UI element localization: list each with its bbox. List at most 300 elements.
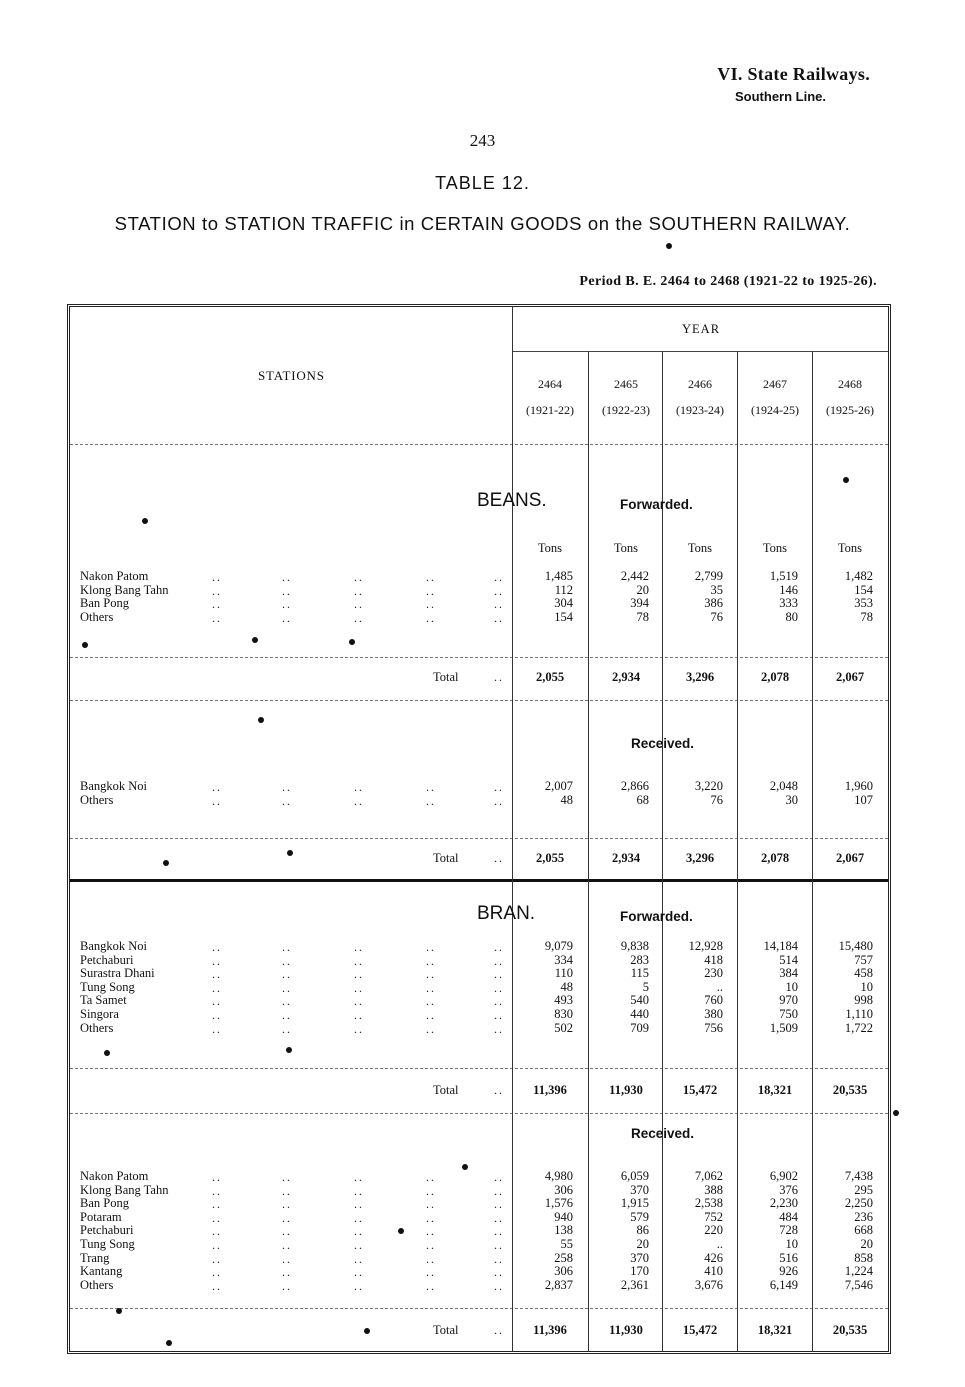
rule	[70, 1113, 888, 1114]
leader-dots: ..	[282, 610, 292, 625]
cell-value: 668	[854, 1223, 873, 1238]
total-value: 3,296	[685, 670, 715, 684]
cell-value: 376	[779, 1182, 798, 1197]
total-value: 11,930	[609, 1323, 643, 1337]
leader-dots: ..	[494, 583, 504, 598]
cell-value: 295	[854, 1182, 873, 1197]
cell-value: 48	[560, 979, 573, 994]
cell-value: 2,799	[694, 569, 723, 583]
cell-value: 5	[642, 979, 649, 994]
print-speck	[258, 717, 264, 723]
total-value: 18,321	[757, 1083, 793, 1097]
cell-value: 752	[704, 1209, 723, 1224]
total-value: 2,067	[835, 670, 865, 684]
total-value: 11,930	[609, 1083, 643, 1097]
year-label: YEAR	[682, 322, 721, 336]
leader-dots: ..	[282, 597, 292, 612]
section-title: BEANS.	[477, 490, 547, 511]
cell-value: 1,224	[844, 1264, 873, 1279]
cell-value: 1,915	[620, 1196, 649, 1211]
leader-dots: ..	[426, 780, 436, 794]
leader-dots: ..	[494, 1183, 504, 1198]
leader-dots: ..	[426, 967, 436, 982]
total-value: 3,296	[685, 851, 715, 865]
leader-dots: ..	[494, 1210, 504, 1225]
leader-dots: ..	[426, 1224, 436, 1239]
leader-dots: ..	[282, 967, 292, 982]
station-name: Nakon Patom	[80, 1169, 149, 1183]
leader-dots: ..	[354, 597, 364, 612]
cell-value: 7,438	[844, 1169, 873, 1183]
cell-value: 757	[854, 952, 873, 967]
total-value: 2,067	[835, 851, 865, 865]
cell-value: 426	[704, 1250, 723, 1265]
total-value: 15,472	[682, 1083, 718, 1097]
cell-value: 333	[779, 596, 798, 611]
leader-dots: ..	[494, 1238, 504, 1252]
rule	[70, 700, 888, 701]
year-be: 2464	[538, 377, 562, 391]
station-name: Others	[80, 609, 114, 624]
leader-dots: ..	[494, 1278, 504, 1293]
leader-dots: ..	[354, 793, 364, 808]
leader-dots: ..	[212, 1021, 222, 1036]
leader-dots: ..	[494, 1197, 504, 1212]
unit-label: Tons	[613, 541, 639, 555]
leader-dots: ..	[494, 1323, 504, 1337]
year-ad: (1922-23)	[602, 403, 650, 417]
cell-value: 154	[854, 582, 873, 597]
cell-value: 380	[704, 1007, 723, 1021]
leader-dots: ..	[494, 953, 504, 968]
cell-value: 76	[710, 792, 723, 807]
cell-value: 86	[636, 1223, 649, 1238]
block-heading: Forwarded.	[620, 909, 693, 924]
cell-value: 1,509	[769, 1020, 798, 1035]
cell-value: 514	[779, 952, 798, 967]
leader-dots: ..	[354, 1210, 364, 1225]
leader-dots: ..	[282, 1170, 292, 1184]
total-value: 15,472	[682, 1323, 718, 1337]
leader-dots: ..	[282, 583, 292, 598]
cell-value: 1,482	[844, 569, 873, 583]
total-value: 20,535	[832, 1083, 868, 1097]
leader-dots: ..	[426, 597, 436, 612]
rule	[70, 838, 888, 839]
cell-value: 10	[785, 1237, 798, 1251]
leader-dots: ..	[212, 610, 222, 625]
station-name: Klong Bang Tahn	[80, 1182, 169, 1197]
station-name: Surastra Dhani	[80, 966, 155, 981]
leader-dots: ..	[212, 1278, 222, 1293]
cell-value: 154	[554, 609, 573, 624]
leader-dots: ..	[494, 1170, 504, 1184]
leader-dots: ..	[354, 1021, 364, 1036]
block-heading: Received.	[631, 736, 695, 751]
cell-value: 20	[636, 582, 649, 597]
year-be: 2468	[838, 377, 862, 391]
station-name: Others	[80, 792, 114, 807]
cell-value: 502	[554, 1020, 573, 1035]
cell-value: 493	[554, 993, 573, 1008]
cell-value: 410	[704, 1264, 723, 1279]
leader-dots: ..	[282, 1238, 292, 1252]
leader-dots: ..	[494, 610, 504, 625]
cell-value: 78	[860, 609, 873, 624]
cell-value: 170	[630, 1264, 649, 1279]
total-value: 11,396	[533, 1083, 567, 1097]
leader-dots: ..	[354, 1197, 364, 1212]
station-name: Singora	[80, 1007, 119, 1021]
leader-dots: ..	[282, 1210, 292, 1225]
leader-dots: ..	[354, 967, 364, 982]
year-be: 2467	[763, 377, 787, 391]
print-speck	[116, 1308, 122, 1314]
cell-value: 48	[560, 792, 573, 807]
leader-dots: ..	[212, 1183, 222, 1198]
leader-dots: ..	[282, 1021, 292, 1036]
cell-value: 12,928	[688, 939, 723, 953]
cell-value: 9,079	[544, 939, 573, 953]
leader-dots: ..	[212, 1210, 222, 1225]
cell-value: 1,519	[769, 569, 798, 583]
cell-value: 388	[704, 1182, 723, 1197]
cell-value: 2,007	[544, 779, 573, 793]
cell-value: 2,361	[620, 1277, 649, 1292]
stations-label: STATIONS	[258, 368, 325, 383]
leader-dots: ..	[354, 1238, 364, 1252]
rule	[70, 1308, 888, 1309]
cell-value: 230	[704, 966, 723, 981]
print-speck	[843, 477, 849, 483]
cell-value: 1,485	[544, 569, 573, 583]
cell-value: 1,110	[845, 1007, 873, 1021]
unit-label: Tons	[537, 541, 563, 555]
cell-value: 2,048	[769, 779, 798, 793]
leader-dots: ..	[282, 793, 292, 808]
leader-dots: ..	[426, 793, 436, 808]
print-speck	[142, 518, 148, 524]
leader-dots: ..	[494, 1008, 504, 1022]
leader-dots: ..	[212, 1251, 222, 1266]
cell-value: 540	[630, 993, 649, 1008]
leader-dots: ..	[212, 967, 222, 982]
cell-value: 3,676	[694, 1277, 723, 1292]
table-label: TABLE 12.	[435, 173, 530, 193]
print-speck	[349, 639, 355, 645]
leader-dots: ..	[426, 1183, 436, 1198]
cell-value: 68	[636, 792, 649, 807]
leader-dots: ..	[282, 1008, 292, 1022]
cell-value: 1,722	[844, 1020, 873, 1035]
cell-value: 6,149	[769, 1277, 798, 1292]
cell-value: 107	[854, 792, 873, 807]
leader-dots: ..	[282, 994, 292, 1009]
section-title: BRAN.	[477, 903, 536, 924]
leader-dots: ..	[426, 1278, 436, 1293]
leader-dots: ..	[212, 980, 222, 995]
rule	[70, 444, 888, 445]
leader-dots: ..	[282, 780, 292, 794]
total-value: 2,078	[760, 851, 790, 865]
leader-dots: ..	[426, 1251, 436, 1266]
cell-value: 78	[636, 609, 649, 624]
leader-dots: ..	[212, 994, 222, 1009]
leader-dots: ..	[212, 583, 222, 598]
leader-dots: ..	[212, 1238, 222, 1252]
cell-value: 418	[704, 952, 723, 967]
cell-value: 728	[779, 1223, 798, 1238]
leader-dots: ..	[494, 793, 504, 808]
station-name: Others	[80, 1020, 114, 1035]
leader-dots: ..	[212, 597, 222, 612]
cell-value: 440	[630, 1007, 649, 1021]
rule	[70, 1068, 888, 1069]
running-header	[717, 64, 870, 104]
print-speck	[252, 637, 258, 643]
cell-value: 3,220	[694, 779, 723, 793]
total-label: Total	[433, 1083, 459, 1097]
leader-dots: ..	[426, 980, 436, 995]
leader-dots: ..	[494, 967, 504, 982]
cell-value: 76	[710, 609, 723, 624]
leader-dots: ..	[212, 570, 222, 584]
leader-dots: ..	[494, 851, 504, 865]
cell-value: ..	[716, 1237, 723, 1251]
leader-dots: ..	[354, 1278, 364, 1293]
leader-dots: ..	[426, 1021, 436, 1036]
station-name: Others	[80, 1277, 114, 1292]
year-ad: (1924-25)	[751, 403, 799, 417]
leader-dots: ..	[212, 1170, 222, 1184]
station-name: Trang	[80, 1250, 110, 1265]
leader-dots: ..	[494, 1083, 504, 1097]
leader-dots: ..	[212, 780, 222, 794]
header-section: VI. State Railways.	[717, 64, 870, 84]
leader-dots: ..	[354, 1008, 364, 1022]
leader-dots: ..	[354, 610, 364, 625]
leader-dots: ..	[212, 940, 222, 954]
cell-value: 283	[630, 952, 649, 967]
leader-dots: ..	[282, 1265, 292, 1280]
cell-value: 14,184	[763, 939, 798, 953]
station-name: Nakon Patom	[80, 569, 149, 583]
leader-dots: ..	[494, 670, 504, 684]
leader-dots: ..	[426, 953, 436, 968]
year-be: 2465	[614, 377, 638, 391]
leader-dots: ..	[212, 953, 222, 968]
cell-value: 458	[854, 966, 873, 981]
leader-dots: ..	[494, 940, 504, 954]
cell-value: 830	[554, 1007, 573, 1021]
total-label: Total	[433, 851, 459, 865]
leader-dots: ..	[212, 1224, 222, 1239]
total-value: 2,934	[611, 851, 641, 865]
cell-value: 10	[785, 979, 798, 994]
total-value: 2,055	[535, 670, 565, 684]
page-number: 243	[469, 131, 496, 150]
station-name: Bangkok Noi	[80, 779, 148, 793]
cell-value: 2,837	[544, 1277, 573, 1292]
year-ad: (1921-22)	[526, 403, 574, 417]
cell-value: 236	[854, 1209, 873, 1224]
leader-dots: ..	[354, 583, 364, 598]
leader-dots: ..	[426, 1265, 436, 1280]
rule	[512, 351, 888, 352]
leader-dots: ..	[212, 793, 222, 808]
leader-dots: ..	[426, 1170, 436, 1184]
print-speck	[163, 860, 169, 866]
cell-value: 370	[630, 1182, 649, 1197]
cell-value: 353	[854, 596, 873, 611]
cell-value: 4,980	[544, 1169, 573, 1183]
leader-dots: ..	[354, 570, 364, 584]
cell-value: 760	[704, 993, 723, 1008]
print-speck	[398, 1228, 404, 1234]
cell-value: 7,062	[694, 1169, 723, 1183]
unit-label: Tons	[687, 541, 713, 555]
cell-value: 306	[554, 1264, 573, 1279]
station-name: Ta Samet	[80, 993, 127, 1008]
cell-value: ..	[716, 979, 723, 994]
leader-dots: ..	[354, 1170, 364, 1184]
year-ad: (1925-26)	[826, 403, 874, 417]
cell-value: 1,960	[844, 779, 873, 793]
leader-dots: ..	[426, 994, 436, 1009]
unit-label: Tons	[837, 541, 863, 555]
cell-value: 2,250	[844, 1196, 873, 1211]
total-value: 11,396	[533, 1323, 567, 1337]
leader-dots: ..	[426, 940, 436, 954]
cell-value: 306	[554, 1182, 573, 1197]
total-label: Total	[433, 670, 459, 684]
leader-dots: ..	[282, 1224, 292, 1239]
cell-value: 112	[554, 582, 573, 597]
leader-dots: ..	[354, 980, 364, 995]
leader-dots: ..	[426, 1197, 436, 1212]
leader-dots: ..	[354, 994, 364, 1009]
station-name: Petchaburi	[80, 1223, 134, 1238]
leader-dots: ..	[494, 1251, 504, 1266]
print-speck	[82, 642, 88, 648]
cell-value: 6,902	[769, 1169, 798, 1183]
print-speck	[666, 243, 672, 249]
leader-dots: ..	[282, 940, 292, 954]
print-speck	[104, 1050, 110, 1056]
station-name: Tung Song	[80, 979, 135, 994]
print-speck	[462, 1164, 468, 1170]
cell-value: 115	[630, 966, 649, 981]
cell-value: 258	[554, 1250, 573, 1265]
total-value: 2,934	[611, 670, 641, 684]
cell-value: 926	[779, 1264, 798, 1279]
cell-value: 6,059	[620, 1169, 649, 1183]
print-speck	[364, 1328, 370, 1334]
cell-value: 80	[785, 609, 798, 624]
leader-dots: ..	[354, 1224, 364, 1239]
cell-value: 370	[630, 1250, 649, 1265]
print-speck	[287, 850, 293, 856]
leader-dots: ..	[426, 583, 436, 598]
cell-value: 384	[779, 966, 798, 981]
cell-value: 15,480	[838, 939, 873, 953]
cell-value: 2,442	[620, 569, 649, 583]
period-caption: Period B. E. 2464 to 2468 (1921-22 to 1925-26).	[579, 274, 877, 289]
leader-dots: ..	[282, 570, 292, 584]
cell-value: 970	[779, 993, 798, 1008]
leader-dots: ..	[426, 610, 436, 625]
station-name: Bangkok Noi	[80, 939, 148, 953]
cell-value: 20	[860, 1237, 873, 1251]
leader-dots: ..	[426, 1238, 436, 1252]
cell-value: 709	[630, 1020, 649, 1035]
cell-value: 110	[554, 966, 573, 981]
cell-value: 2,230	[769, 1196, 798, 1211]
total-label: Total	[433, 1323, 459, 1337]
station-name: Tung Song	[80, 1237, 135, 1251]
print-speck	[893, 1110, 899, 1116]
cell-value: 998	[854, 993, 873, 1008]
leader-dots: ..	[212, 1197, 222, 1212]
cell-value: 7,546	[844, 1277, 873, 1292]
cell-value: 516	[779, 1250, 798, 1265]
total-value: 2,078	[760, 670, 790, 684]
block-heading: Received.	[631, 1126, 695, 1141]
leader-dots: ..	[354, 940, 364, 954]
cell-value: 756	[704, 1020, 723, 1035]
leader-dots: ..	[354, 780, 364, 794]
year-be: 2466	[688, 377, 712, 391]
leader-dots: ..	[354, 1183, 364, 1198]
section-divider	[70, 879, 888, 882]
leader-dots: ..	[354, 953, 364, 968]
cell-value: 394	[630, 596, 649, 611]
cell-value: 10	[860, 979, 873, 994]
header-line: Southern Line.	[735, 89, 826, 104]
cell-value: 750	[779, 1007, 798, 1021]
leader-dots: ..	[212, 1008, 222, 1022]
leader-dots: ..	[354, 1251, 364, 1266]
station-name: Ban Pong	[80, 1196, 129, 1211]
cell-value: 304	[554, 596, 573, 611]
station-name: Petchaburi	[80, 952, 134, 967]
cell-value: 9,838	[620, 939, 649, 953]
leader-dots: ..	[494, 994, 504, 1009]
print-speck	[286, 1047, 292, 1053]
block-heading: Forwarded.	[620, 497, 693, 512]
cell-value: 940	[554, 1209, 573, 1224]
leader-dots: ..	[426, 1210, 436, 1225]
station-name: Ban Pong	[80, 596, 129, 611]
leader-dots: ..	[354, 1265, 364, 1280]
total-value: 2,055	[535, 851, 565, 865]
cell-value: 138	[554, 1223, 573, 1238]
cell-value: 146	[779, 582, 798, 597]
cell-value: 2,866	[620, 779, 649, 793]
cell-value: 1,576	[544, 1196, 573, 1211]
leader-dots: ..	[494, 1265, 504, 1280]
leader-dots: ..	[212, 1265, 222, 1280]
cell-value: 334	[554, 952, 573, 967]
leader-dots: ..	[494, 1021, 504, 1036]
leader-dots: ..	[494, 1224, 504, 1239]
station-name: Kantang	[80, 1264, 123, 1279]
cell-value: 20	[636, 1237, 649, 1251]
cell-value: 55	[560, 1237, 573, 1251]
total-value: 20,535	[832, 1323, 868, 1337]
leader-dots: ..	[282, 1197, 292, 1212]
cell-value: 579	[630, 1209, 649, 1224]
